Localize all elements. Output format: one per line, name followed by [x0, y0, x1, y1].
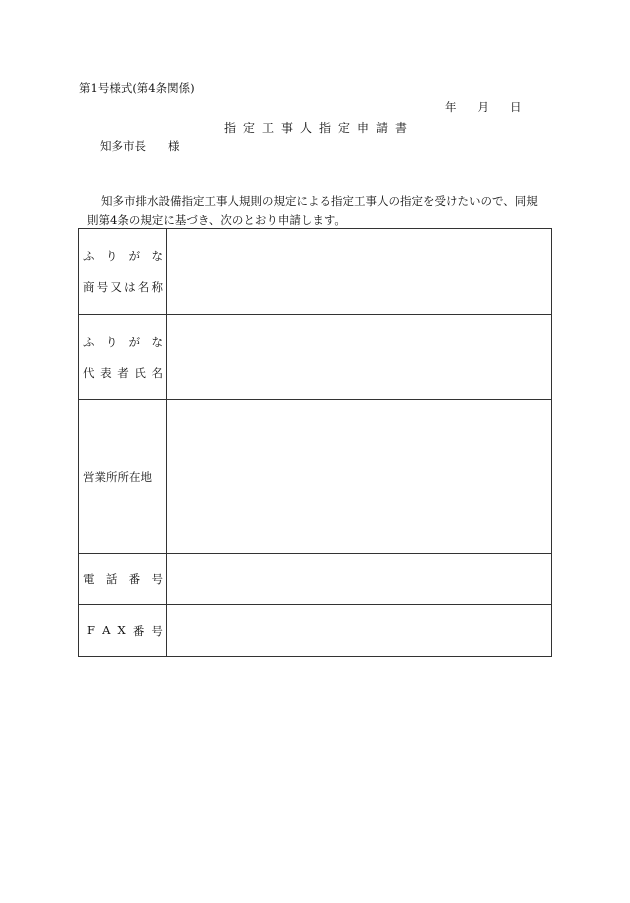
label-char: 又	[110, 280, 122, 294]
label-char: は	[124, 280, 136, 294]
label-char: り	[105, 249, 118, 263]
phone-number-label	[79, 554, 167, 605]
addressee	[100, 138, 180, 154]
label-char: 号	[96, 280, 109, 294]
representative-name-field[interactable]	[166, 315, 551, 400]
office-address-label	[79, 400, 167, 554]
label-char: 号	[151, 572, 163, 586]
intro-line-2: 則第4条の規定に基づき、次のとおり申請します。	[87, 213, 346, 227]
trade-name-text	[79, 279, 166, 295]
label-char: 称	[151, 280, 163, 294]
label-char: 電	[83, 572, 95, 586]
date-month: 月	[477, 100, 489, 114]
label-char: な	[151, 249, 163, 263]
application-form-table	[78, 228, 552, 657]
fax-number-text	[79, 623, 166, 639]
label-char: ふ	[83, 249, 95, 263]
phone-number-field[interactable]	[166, 554, 551, 605]
intro-line-1: 知多市排水設備指定工事人規則の規定による指定工事人の指定を受けたいので、同規	[101, 194, 538, 208]
furigana-label	[79, 248, 166, 264]
label-char: り	[105, 334, 118, 349]
label-char: 代	[83, 365, 95, 380]
office-address-field[interactable]	[166, 400, 551, 554]
label-char: が	[128, 249, 141, 263]
table-row	[79, 400, 552, 554]
form-number: 第1号様式(第4条関係)	[79, 81, 195, 95]
date-line	[445, 99, 522, 115]
label-char: A	[102, 622, 111, 637]
table-row	[79, 229, 552, 315]
table-row	[79, 554, 552, 605]
label-char: 号	[151, 623, 163, 638]
phone-number-text	[79, 571, 166, 587]
table-row	[79, 315, 552, 400]
label-char: 氏	[134, 365, 146, 380]
addressee-honorific: 様	[168, 139, 180, 153]
fax-number-label	[79, 605, 167, 657]
label-char: 名	[137, 280, 150, 294]
representative-name-text	[79, 365, 166, 381]
label-char: F	[87, 622, 95, 637]
office-address-text: 営業所所在地	[83, 469, 152, 484]
fax-number-field[interactable]	[166, 605, 551, 657]
label-char: 番	[132, 623, 145, 638]
label-char: X	[117, 622, 126, 637]
label-char: ふ	[83, 334, 95, 349]
label-char: 者	[117, 365, 129, 380]
furigana-label	[79, 334, 166, 350]
date-year: 年	[445, 100, 457, 114]
label-char: 表	[100, 365, 112, 380]
document-title: 指定工事人指定申請書	[224, 121, 415, 135]
label-char: 商	[83, 280, 95, 294]
trade-name-label	[79, 229, 167, 315]
representative-name-label	[79, 315, 167, 400]
label-char: 名	[151, 365, 163, 380]
table-row	[79, 605, 552, 657]
trade-name-field[interactable]	[166, 229, 551, 315]
label-char: が	[128, 334, 141, 349]
label-char: な	[151, 334, 163, 349]
date-day: 日	[510, 100, 522, 114]
label-char: 話	[105, 572, 118, 586]
addressee-name: 知多市長	[100, 139, 146, 153]
label-char: 番	[128, 572, 141, 586]
intro-paragraph	[79, 192, 555, 230]
